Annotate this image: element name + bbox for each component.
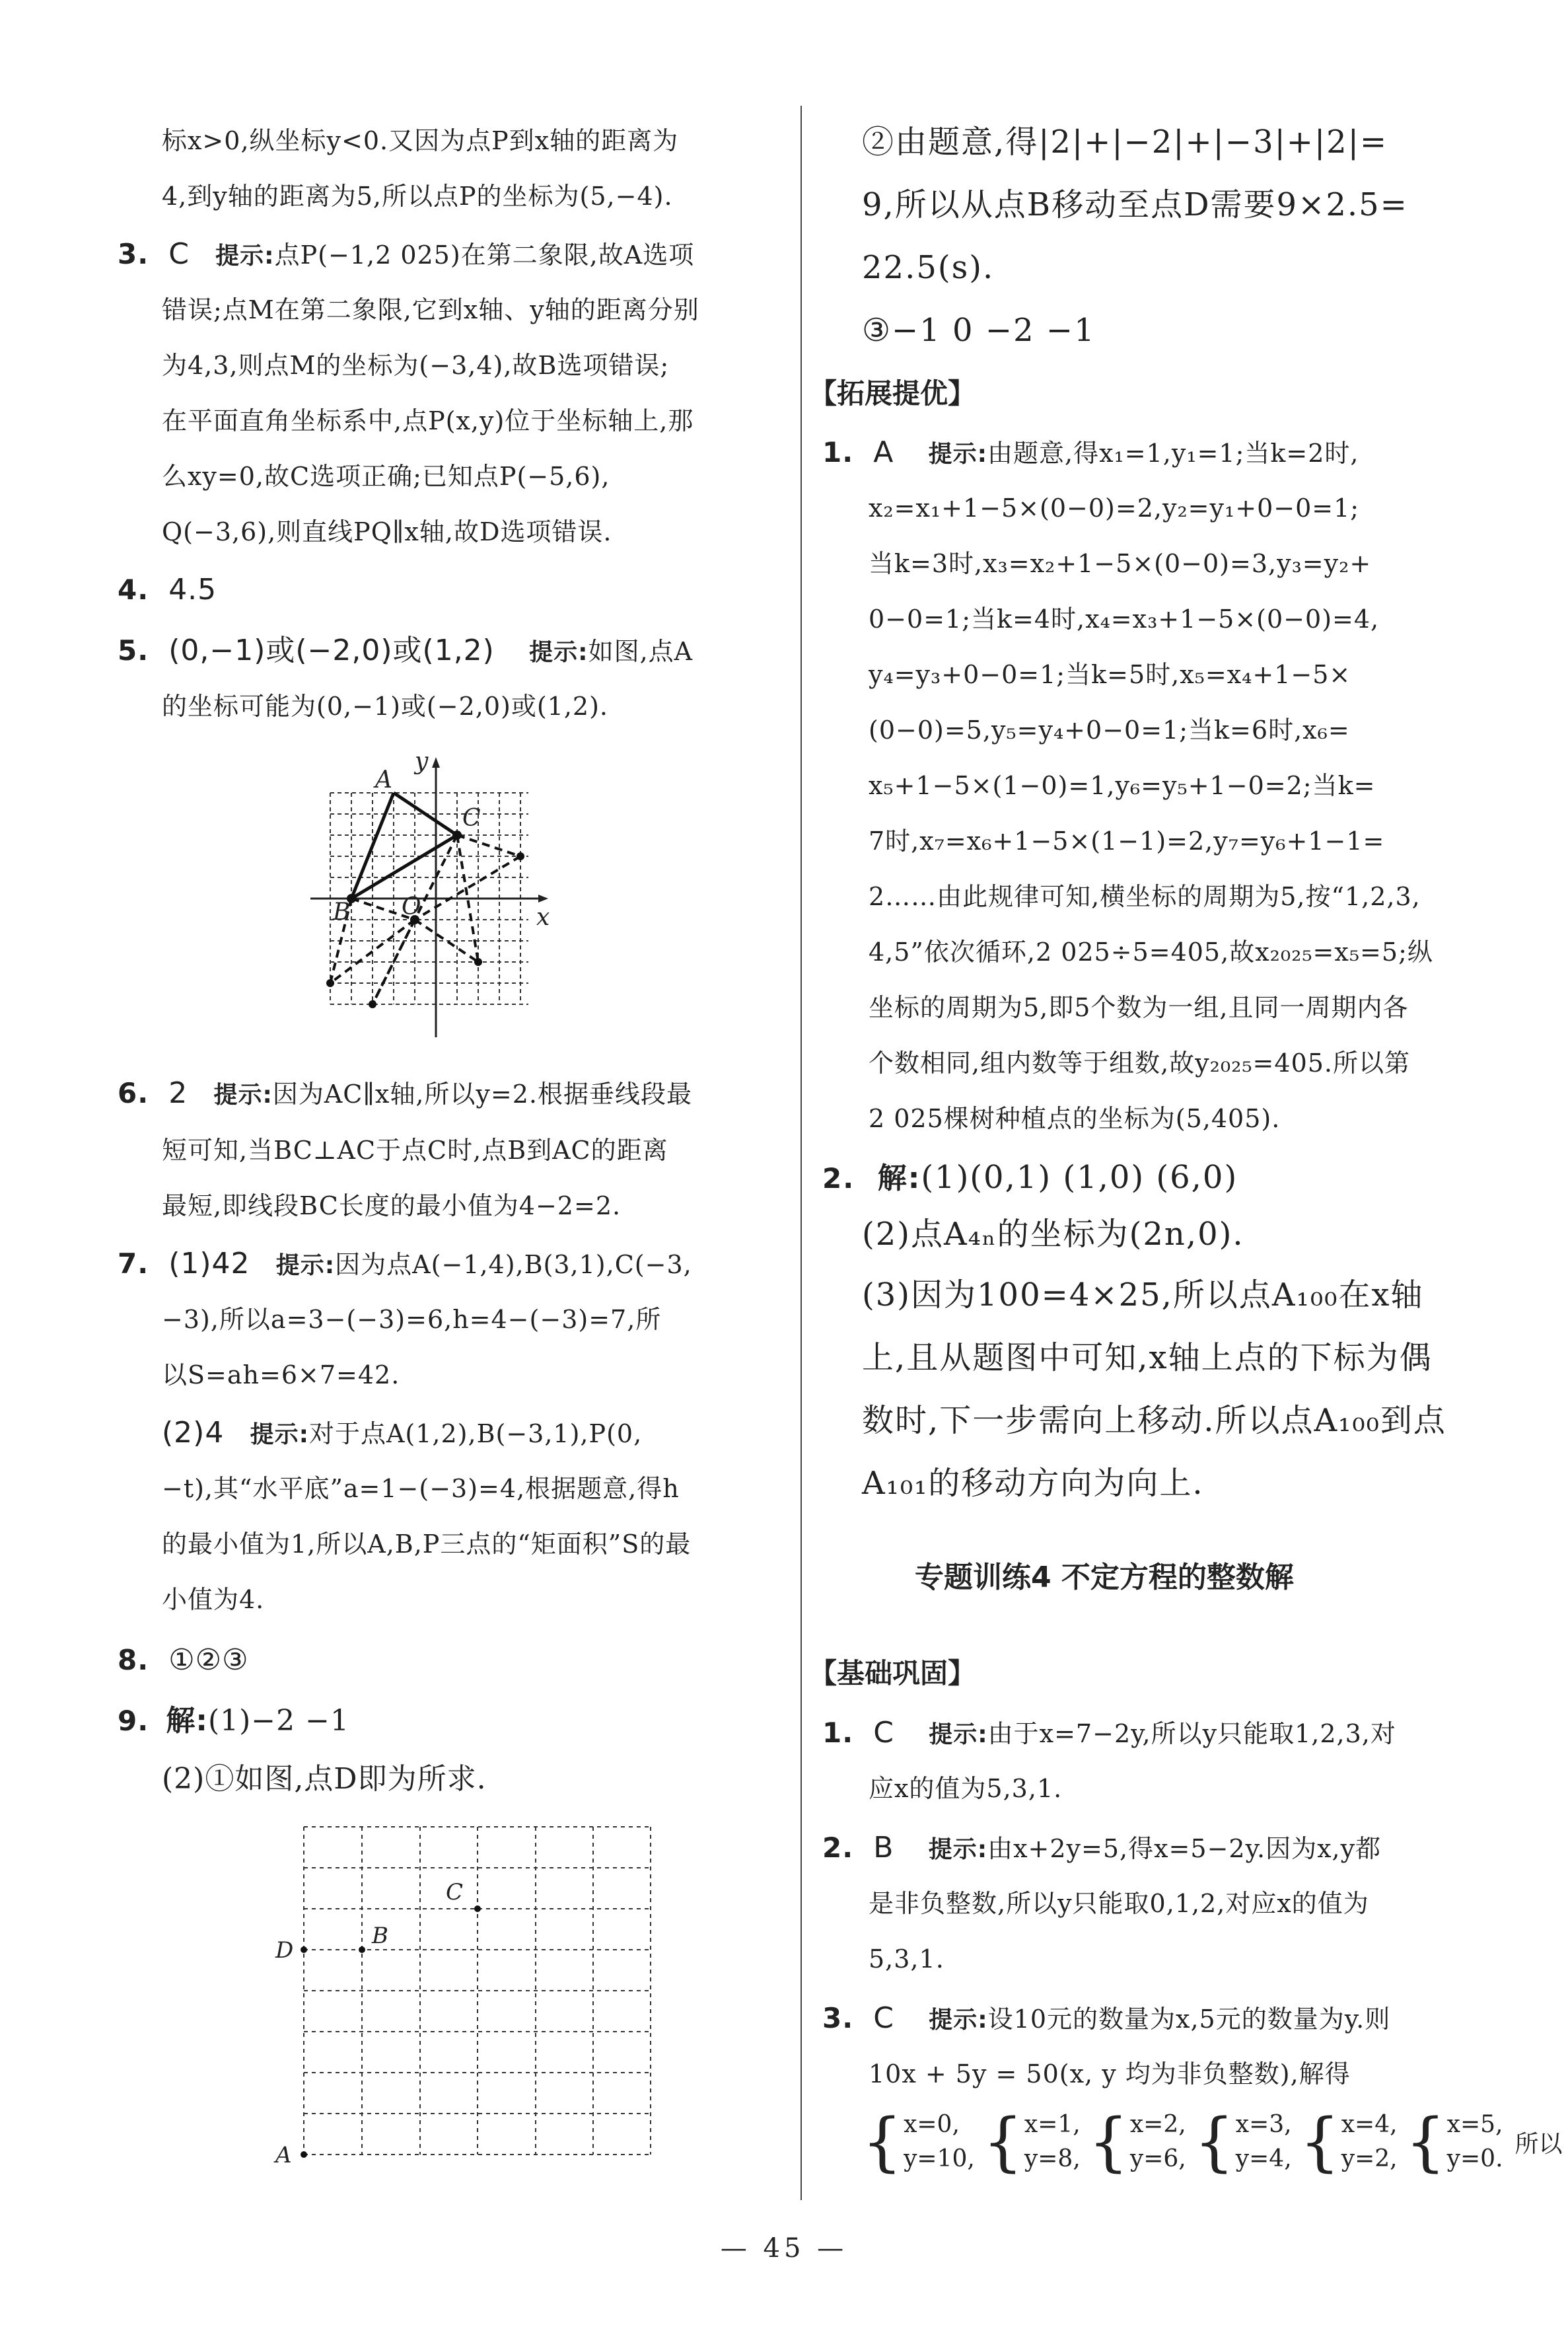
text-line: (0−0)=5,y₅=y₄+0−0=1;当k=6时,x₆= [869, 716, 1350, 745]
text-line: 最短,即线段BC长度的最小值为4−2=2. [162, 1191, 622, 1220]
text-line: 当k=3时,x₃=x₂+1−5×(0−0)=3,y₃=y₂+ [869, 549, 1372, 578]
answer: (0,−1)或(−2,0)或(1,2) [168, 634, 495, 667]
text-line: 4,5”依次循环,2 025÷5=405,故x₂₀₂₅=x₅=5;纵 [869, 938, 1433, 967]
text-line: A₁₀₁的移动方向为向上. [862, 1465, 1204, 1502]
eq-y: y=2, [1341, 2145, 1398, 2172]
answer: A [873, 435, 894, 469]
answer-text: (1)(0,1) (1,0) (6,0) [921, 1159, 1238, 1196]
hint-text: 由于x=7−2y,所以y只能取1,2,3,对 [987, 1719, 1396, 1748]
hint-label: 提示: [250, 1421, 309, 1448]
text-line: 5,3,1. [869, 1944, 944, 1974]
question-number: 6. [118, 1077, 149, 1109]
question-4 [118, 573, 217, 607]
label-y: y [415, 748, 429, 775]
question-number: 3. [118, 238, 149, 270]
chapter-title: 专题训练4 不定方程的整数解 [915, 1561, 1294, 1594]
label-x: x [536, 904, 550, 931]
answer: C [873, 1716, 894, 1750]
question-7-part-2 [162, 1417, 642, 1452]
y-axis-arrow-icon [432, 757, 440, 768]
text-line: 是非负整数,所以y只能取0,1,2,对应x的值为 [869, 1889, 1369, 1918]
basic-1 [822, 1716, 1396, 1752]
grid-lines [304, 1827, 651, 2155]
solution-label: 解: [877, 1162, 921, 1195]
answer: C [873, 2001, 894, 2035]
hint-text: 因为点A(−1,4),B(3,1),C(−3, [335, 1250, 692, 1279]
text-line: 小值为4. [162, 1585, 265, 1614]
text-line: (3)因为100=4×25,所以点A₁₀₀在x轴 [862, 1276, 1424, 1313]
equation-system: { x=5, y=0. [1405, 2105, 1503, 2179]
question-number: 9. [118, 1705, 149, 1737]
text-line: (2)点A₄ₙ的坐标为(2n,0). [862, 1216, 1244, 1253]
equation-system: { x=0, y=10, [862, 2105, 975, 2179]
question-6 [118, 1077, 692, 1112]
text-line: 坐标的周期为5,即5个数为一组,且同一周期内各 [869, 993, 1409, 1022]
text-line: x₅+1−5×(1−0)=1,y₆=y₅+1−0=2;当k= [869, 771, 1376, 800]
label-b: B [333, 899, 351, 926]
question-number: 3. [822, 2002, 854, 2034]
triangle-abc [351, 793, 457, 899]
question-3 [118, 238, 694, 273]
text-line: ②由题意,得|2|+|−2|+|−3|+|2|= [862, 124, 1388, 161]
hint-label: 提示: [929, 2007, 988, 2034]
equation-system: { x=3, y=4, [1194, 2105, 1292, 2179]
question-number: 8. [118, 1644, 149, 1676]
question-number: 2. [822, 1162, 855, 1195]
problem-1 [822, 436, 1359, 471]
hint-label: 提示: [928, 1836, 988, 1863]
answer-text: (1)−2 −1 [207, 1704, 350, 1738]
text-line: 9,所以从点B移动至点D需要9×2.5= [862, 186, 1408, 223]
hint-text: 对于点A(1,2),B(−3,1),P(0, [308, 1419, 643, 1448]
label-b: B [372, 1923, 388, 1949]
eq-x: x=2, [1129, 2111, 1186, 2138]
text-line: 7时,x₇=x₆+1−5×(1−1)=2,y₇=y₆+1−1= [869, 827, 1385, 856]
hint-text: 设10元的数量为x,5元的数量为y.则 [987, 2005, 1391, 2034]
eq-y: y=6, [1129, 2145, 1186, 2172]
basic-2 [822, 1831, 1381, 1866]
hint-label: 提示: [529, 639, 588, 666]
text-line: 在平面直角坐标系中,点P(x,y)位于坐标轴上,那 [162, 406, 694, 435]
equation-system: { x=4, y=2, [1299, 2105, 1398, 2179]
label-c: C [446, 1879, 464, 1905]
question-number: 2. [822, 1831, 854, 1864]
text-line: 个数相同,组内数等于组数,故y₂₀₂₅=405.所以第 [869, 1049, 1411, 1078]
label-d: D [275, 1937, 294, 1964]
text-line: 短可知,当BC⊥AC于点C时,点B到AC的距离 [162, 1136, 668, 1165]
eq-y: y=4, [1235, 2145, 1292, 2172]
eq-x: x=4, [1341, 2111, 1398, 2138]
text-line: −3),所以a=3−(−3)=6,h=4−(−3)=7,所 [162, 1305, 662, 1334]
answer: (2)4 [162, 1416, 225, 1450]
question-number: 7. [118, 1247, 149, 1280]
x-axis-arrow-icon [538, 895, 548, 903]
text-line: y₄=y₃+0−0=1;当k=5时,x₅=x₄+1−5× [869, 660, 1351, 689]
answer: ①②③ [168, 1643, 249, 1677]
hint-text: 因为AC∥x轴,所以y=2.根据垂线段最 [272, 1080, 692, 1109]
points [301, 1905, 481, 2158]
section-header-expand: 【拓展提优】 [809, 377, 976, 410]
text-line: 上,且从题图中可知,x轴上点的下标为偶 [862, 1339, 1433, 1376]
question-number: 5. [118, 634, 149, 667]
question-8 [118, 1644, 249, 1678]
text-line: 10x + 5y = 50(x, y 均为非负整数),解得 [869, 2059, 1351, 2088]
question-number: 1. [822, 436, 854, 468]
equation-system: { x=1, y=8, [982, 2105, 1081, 2179]
equation-systems [862, 2105, 1563, 2179]
hint-text: 如图,点A [588, 637, 694, 666]
label-a: A [375, 766, 392, 793]
hint-label: 提示: [275, 1252, 336, 1279]
text-line: 2……由此规律可知,横坐标的周期为5,按“1,2,3, [869, 882, 1421, 911]
tail-text: 所以 [1515, 2130, 1563, 2158]
text-line: 22.5(s). [862, 249, 995, 286]
answer: C [168, 237, 190, 271]
hint-text: 点P(−1,2 025)在第二象限,故A选项 [274, 240, 695, 270]
answer: B [873, 1831, 894, 1864]
question-7 [118, 1247, 692, 1282]
label-o: O [402, 893, 421, 920]
text-line: 以S=ah=6×7=42. [162, 1360, 400, 1389]
eq-x: x=3, [1235, 2111, 1292, 2138]
text-line: (2)①如图,点D即为所求. [162, 1762, 487, 1796]
text-line: ③−1 0 −2 −1 [862, 312, 1096, 349]
eq-y: y=8, [1024, 2145, 1081, 2172]
text-line: Q(−3,6),则直线PQ∥x轴,故D选项错误. [162, 517, 612, 546]
solution-label: 解: [166, 1704, 208, 1738]
hint-text: 由题意,得x₁=1,y₁=1;当k=2时, [987, 439, 1359, 468]
text-line: 的最小值为1,所以A,B,P三点的“矩面积”S的最 [162, 1530, 692, 1559]
answer: (1)42 [168, 1247, 250, 1280]
eq-x: x=0, [904, 2111, 960, 2138]
page-number: — 45 — [720, 2233, 848, 2264]
eq-x: x=1, [1024, 2111, 1081, 2138]
answer: 4.5 [168, 573, 217, 607]
eq-y: y=10, [904, 2145, 975, 2172]
hint-label: 提示: [215, 242, 275, 270]
right-column [809, 0, 1568, 2325]
hint-text: 由x+2y=5,得x=5−2y.因为x,y都 [987, 1834, 1382, 1863]
text-line: −t),其“水平底”a=1−(−3)=4,根据题意,得h [162, 1474, 680, 1503]
text-line: 4,到y轴的距离为5,所以点P的坐标为(5,−4). [162, 182, 673, 211]
text-line: 为4,3,则点M的坐标为(−3,4),故B选项错误; [162, 351, 670, 380]
label-c: C [462, 805, 481, 832]
column-divider [801, 106, 802, 2200]
text-line: 2 025棵树种植点的坐标为(5,405). [869, 1104, 1281, 1133]
eq-x: x=5, [1446, 2111, 1503, 2138]
text-line: 应x的值为5,3,1. [869, 1774, 1063, 1803]
hint-label: 提示: [928, 441, 988, 468]
text-line: 的坐标可能为(0,−1)或(−2,0)或(1,2). [162, 692, 609, 721]
text-line: 错误;点M在第二象限,它到x轴、y轴的距离分别 [162, 295, 699, 324]
hint-label: 提示: [929, 1721, 988, 1748]
hint-label: 提示: [213, 1082, 273, 1109]
question-number: 1. [822, 1716, 854, 1749]
basic-3 [822, 2002, 1390, 2037]
answer: 2 [168, 1076, 188, 1110]
text-line: 么xy=0,故C选项正确;已知点P(−5,6), [162, 462, 610, 491]
eq-y: y=0. [1446, 2145, 1503, 2172]
question-9 [118, 1705, 349, 1738]
equation-system: { x=2, y=6, [1088, 2105, 1186, 2179]
problem-2 [822, 1158, 1238, 1199]
text-line: 数时,下一步需向上移动.所以点A₁₀₀到点 [862, 1402, 1446, 1439]
text-line: 0−0=1;当k=4时,x₄=x₃+1−5×(0−0)=4, [869, 605, 1380, 634]
grid-figure-2 [267, 1814, 664, 2164]
coordinate-figure-1 [304, 747, 555, 1044]
question-number: 4. [118, 573, 149, 606]
question-5 [118, 634, 693, 669]
label-a: A [275, 2142, 292, 2164]
section-header-basic: 【基础巩固】 [809, 1657, 976, 1689]
text-line: 标x>0,纵坐标y<0.又因为点P到x轴的距离为 [162, 126, 679, 155]
text-line: x₂=x₁+1−5×(0−0)=2,y₂=y₁+0−0=1; [869, 494, 1360, 523]
